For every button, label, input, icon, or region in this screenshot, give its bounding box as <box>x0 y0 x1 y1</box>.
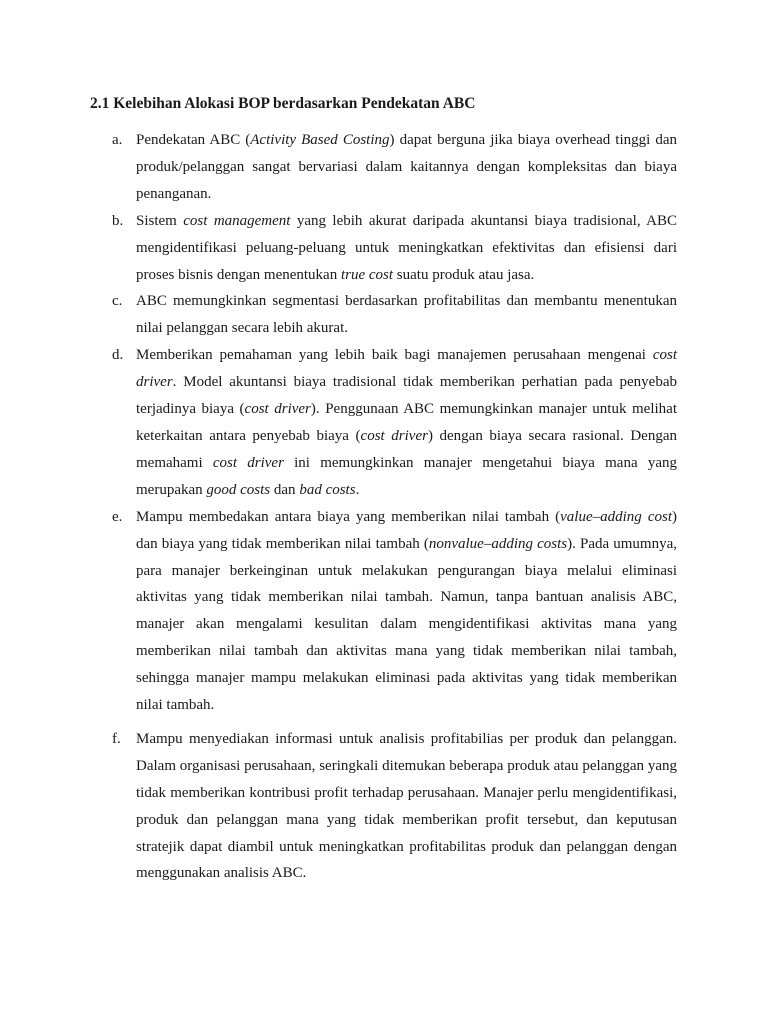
italic-term: Activity Based Costing <box>250 132 390 148</box>
italic-term: cost driver <box>212 454 284 471</box>
list-marker: b. <box>112 212 124 229</box>
text-run: Memberikan pemahaman yang lebih baik bagi manajemen perusahaan mengenai <box>136 347 653 364</box>
list-marker: c. <box>112 293 123 310</box>
text-run: Mampu menyediakan informasi untuk analisis profitabilias per produk dan pelanggan. Dalam organisasi perusahaan, seringkali ditemukan beberapa produk atau pelanggan yang tidak memberikan kontribusi profit terhadap perusahaan. Manajer perlu mengidentifikasi, produk dan pelanggan mana yang tidak memberikan profit tersebut, dan keputusan stratejik dapat diambil untuk meningkatkan profitabilitas produk dan pelanggan dengan menggunakan analisis ABC. <box>136 730 677 882</box>
list-item-text <box>136 213 677 283</box>
list-marker: a. <box>112 132 123 148</box>
list-item-text <box>136 293 677 336</box>
section-heading: 2.1 Kelebihan Alokasi BOP berdasarkan Pendekatan ABC <box>90 95 476 112</box>
text-run: suatu produk atau jasa. <box>393 266 535 283</box>
advantages-list <box>0 127 768 887</box>
text-run: Sistem <box>136 212 184 229</box>
text-run: Mampu membedakan antara biaya yang memberikan nilai tambah ( <box>136 508 561 525</box>
list-item-c <box>0 288 677 342</box>
italic-term: bad costs <box>299 481 356 498</box>
italic-term: value–adding cost <box>560 508 672 525</box>
list-item-b <box>0 208 677 289</box>
list-item-d <box>0 342 677 503</box>
text-run: ). Pada umumnya, para manajer berkeinginan untuk melakukan pengurangan biaya melalui eliminasi aktivitas yang tidak memberikan nilai tambah. Namun, tanpa bantuan analisis ABC, manajer akan mengalami kesulitan dalam mengidentifikasi aktivitas mana yang memberikan nilai tambah dan aktivitas mana yang tidak memberikan nilai tambah, sehingga manajer mampu melakukan eliminasi pada aktivitas yang tidak memberikan nilai tambah. <box>136 535 677 714</box>
italic-term: cost driver <box>244 401 311 418</box>
text-run: ABC memungkinkan segmentasi berdasarkan profitabilitas dan membantu menentukan nilai pelanggan secara lebih akurat. <box>136 293 677 337</box>
list-marker: d. <box>112 347 124 364</box>
text-run: ). Penggunaan ABC memungkinkan manajer untuk melihat keterkaitan antara penyebab biaya ( <box>136 401 677 444</box>
italic-term: true cost <box>340 266 394 283</box>
italic-term: good costs <box>206 481 271 498</box>
list-item-text <box>136 132 677 202</box>
list-item-f <box>0 726 677 887</box>
list-marker: f. <box>112 730 121 747</box>
list-item-e <box>0 504 677 719</box>
text-run: Pendekatan ABC ( <box>136 132 251 148</box>
text-run: ) dengan biaya secara rasional. Dengan memahami <box>136 427 677 471</box>
list-item-text <box>136 731 677 882</box>
text-run: . Model akuntansi biaya tradisional tidak memberikan perhatian pada penyebab terjadinya biaya ( <box>136 374 677 418</box>
text-run: . <box>355 481 360 498</box>
italic-term: cost management <box>183 212 291 229</box>
text-run: ) dapat berguna jika biaya overhead tinggi dan produk/pelanggan sangat bervariasi dalam kaitannya dengan kompleksitas dan biaya penanganan. <box>136 132 678 202</box>
list-marker: e. <box>112 508 123 525</box>
italic-term: cost driver <box>360 427 428 444</box>
text-run: ) dan biaya yang tidak memberikan nilai tambah ( <box>136 508 677 552</box>
list-item-text <box>136 347 677 498</box>
list-item-a <box>0 127 677 208</box>
text-run: ini memungkinkan manajer mengetahui biaya mana yang merupakan <box>136 454 677 498</box>
text-run: dan <box>270 481 300 498</box>
italic-term: nonvalue–adding costs <box>428 535 568 552</box>
list-item-text <box>136 509 677 713</box>
italic-term: cost driver <box>136 347 677 391</box>
text-run: yang lebih akurat daripada akuntansi biaya tradisional, ABC mengidentifikasi peluang-peluang untuk meningkatkan efektivitas dan efisiensi dari proses bisnis dengan menentukan <box>136 212 677 283</box>
